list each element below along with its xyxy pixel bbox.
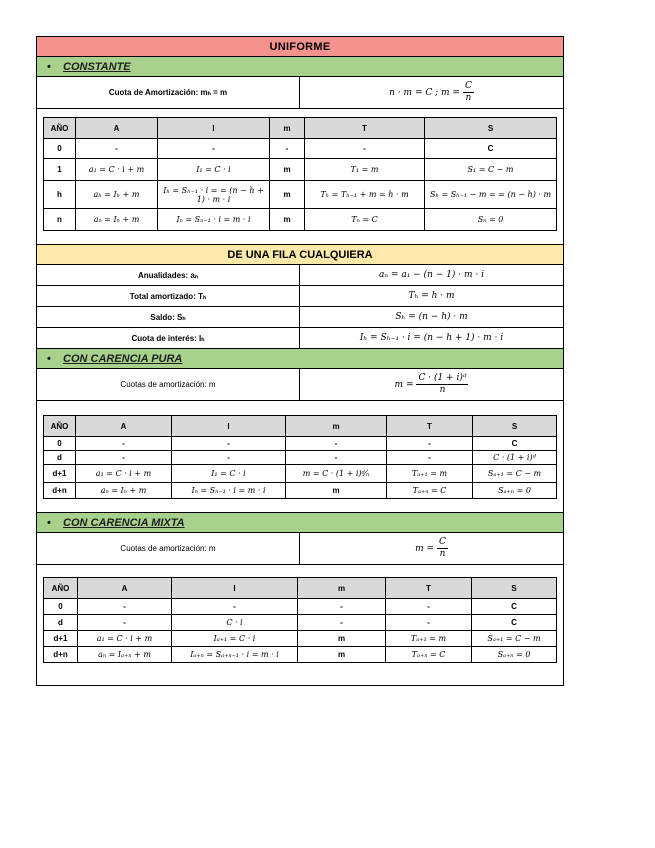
fraction — [463, 81, 474, 104]
table-cell: T₁ = m — [305, 159, 425, 181]
formula-row — [37, 533, 563, 565]
table-cell: - — [286, 451, 387, 465]
table-cell: h — [44, 181, 76, 209]
table-cell: - — [172, 437, 286, 451]
column-header: A — [78, 578, 172, 599]
column-header: T — [387, 416, 473, 437]
table-cell: Iₕ = Sₕ₋₁ · i = = (n − h + 1) · m · i — [158, 181, 270, 209]
column-header: A — [76, 416, 172, 437]
table-cell: m = C · (1 + i)ᵈ⁄ₙ — [286, 465, 387, 483]
table-cell: Iₐ₊₁ = C · i — [172, 631, 298, 647]
table-cell: - — [386, 599, 472, 615]
table-cell: Sₐ₊₁ = C − m — [472, 631, 557, 647]
section-heading-constante — [37, 57, 563, 77]
table-cell: d+1 — [44, 631, 78, 647]
table-cell: 1 — [44, 159, 76, 181]
table-cell: - — [158, 139, 270, 159]
formula-value — [300, 77, 563, 108]
fila-row — [37, 265, 563, 286]
formula-left: m = — [394, 379, 414, 390]
table-cell: - — [76, 451, 172, 465]
formula-row — [37, 369, 563, 401]
bullet-icon: • — [47, 61, 51, 73]
numerator: C — [439, 537, 446, 547]
table-cell: - — [76, 437, 172, 451]
table-cell: - — [286, 437, 387, 451]
table-cell: Tₐ₊ₙ = C — [387, 483, 473, 499]
column-header: AÑO — [44, 578, 78, 599]
denominator: n — [439, 385, 446, 395]
table-cell: - — [298, 599, 386, 615]
table-pura — [43, 415, 557, 499]
table-cell: C · (1 + i)ᵈ — [473, 451, 557, 465]
table-row — [44, 451, 557, 465]
table-row — [44, 599, 557, 615]
numerator: C · (1 + i)ᵈ — [418, 373, 467, 383]
table-row — [44, 647, 557, 663]
table-header-row — [44, 416, 557, 437]
table-cell: - — [76, 139, 158, 159]
column-header: T — [305, 118, 425, 139]
title-bar: UNIFORME — [37, 37, 563, 57]
section-heading-fila: DE UNA FILA CUALQUIERA — [37, 245, 563, 265]
table-cell: Tₐ₊₁ = m — [386, 631, 472, 647]
table-cell: Iₙ = Sₙ₋₁ · i = m · i — [158, 209, 270, 231]
table-cell: - — [298, 615, 386, 631]
table-cell: - — [386, 615, 472, 631]
fila-label: Cuota de interés: Iₕ — [37, 328, 300, 348]
fila-label: Anualidades: aₙ — [37, 265, 300, 285]
formula-value — [300, 369, 563, 400]
column-header: S — [425, 118, 557, 139]
formula-left: n · m = C ; m = — [389, 87, 460, 98]
table-cell: C — [425, 139, 557, 159]
table-cell: aₕ = Iₕ + m — [76, 181, 158, 209]
formula-label: Cuotas de amortización: m — [37, 533, 300, 564]
table-cell: aₙ = Iₙ + m — [76, 209, 158, 231]
table-constante — [43, 117, 557, 231]
table-cell: Sₙ = 0 — [425, 209, 557, 231]
column-header: A — [76, 118, 158, 139]
bullet-icon: • — [47, 517, 51, 529]
table-cell: - — [78, 599, 172, 615]
table-header-row — [44, 578, 557, 599]
formula-row — [37, 77, 563, 109]
table-cell: m — [298, 647, 386, 663]
formula-label: Cuota de Amortización: mₕ = m — [37, 77, 300, 108]
table-cell: a₁ = C · i + m — [78, 631, 172, 647]
table-cell: m — [298, 631, 386, 647]
formula-label: Cuotas de amortización: m — [37, 369, 300, 400]
table-cell: a₁ = C · i + m — [76, 465, 172, 483]
fila-value: Sₕ = (n − h) · m — [395, 312, 468, 322]
table-row — [44, 631, 557, 647]
table-cell: Iₙ = Sₙ₋₁ · i = m · i — [172, 483, 286, 499]
table-cell: S₁ = C − m — [425, 159, 557, 181]
table-cell: - — [305, 139, 425, 159]
table-cell: - — [172, 451, 286, 465]
table-cell: Tₙ = C — [305, 209, 425, 231]
denominator: n — [439, 549, 446, 559]
table-row — [44, 159, 557, 181]
table-mixta — [43, 577, 557, 663]
column-header: I — [172, 578, 298, 599]
fila-rows — [37, 265, 563, 349]
bullet-icon: • — [47, 353, 51, 365]
table-cell: 0 — [44, 139, 76, 159]
fila-label: Total amortizado: Tₕ — [37, 286, 300, 306]
column-header: m — [298, 578, 386, 599]
table-row — [44, 181, 557, 209]
column-header: S — [472, 578, 557, 599]
table-cell: n — [44, 209, 76, 231]
fila-row — [37, 328, 563, 349]
fraction — [437, 537, 448, 560]
table-row — [44, 437, 557, 451]
table-cell: - — [78, 615, 172, 631]
table-cell: I₁ = C · i — [158, 159, 270, 181]
fila-value: aₙ = a₁ − (n − 1) · m · i — [379, 270, 484, 280]
formula-left: m = — [415, 543, 435, 554]
table-cell: C — [473, 437, 557, 451]
table-cell: a₁ = C · i + m — [76, 159, 158, 181]
table-cell: d — [44, 451, 76, 465]
table-cell: I₁ = C · i — [172, 465, 286, 483]
section-heading-mixta — [37, 513, 563, 533]
table-row — [44, 465, 557, 483]
fila-value: Tₕ = h · m — [408, 291, 455, 301]
table-row — [44, 209, 557, 231]
section-heading-pura — [37, 349, 563, 369]
table-cell: m — [270, 181, 305, 209]
table-cell: - — [387, 437, 473, 451]
formula-sheet — [36, 36, 564, 686]
column-header: S — [473, 416, 557, 437]
table-row — [44, 139, 557, 159]
table-cell: - — [270, 139, 305, 159]
column-header: I — [158, 118, 270, 139]
table-cell: aₙ = Iₐ₊ₙ + m — [78, 647, 172, 663]
fila-value: Iₕ = Sₕ₋₁ · i = (n − h + 1) · m · i — [359, 333, 504, 343]
table-cell: aₙ = Iₙ + m — [76, 483, 172, 499]
section-heading-label: CON CARENCIA PURA — [63, 353, 183, 365]
column-header: AÑO — [44, 118, 76, 139]
table-cell: 0 — [44, 599, 78, 615]
table-cell: Sₐ₊ₙ = 0 — [472, 647, 557, 663]
column-header: T — [386, 578, 472, 599]
fraction — [416, 373, 468, 396]
table-header-row — [44, 118, 557, 139]
formula-value — [300, 533, 563, 564]
table-cell: m — [286, 483, 387, 499]
table-cell: d+n — [44, 483, 76, 499]
section-heading-label: CON CARENCIA MIXTA — [63, 517, 185, 529]
table-cell: 0 — [44, 437, 76, 451]
table-cell: Iₐ₊ₙ = Sₐ₊ₙ₋₁ · i = m · i — [172, 647, 298, 663]
table-cell: - — [172, 599, 298, 615]
table-cell: Tₕ = Tₕ₋₁ + m = h · m — [305, 181, 425, 209]
table-cell: C · i — [172, 615, 298, 631]
column-header: I — [172, 416, 286, 437]
section-heading-label: CONSTANTE — [63, 61, 131, 73]
table-cell: d — [44, 615, 78, 631]
table-cell: Tₐ₊ₙ = C — [386, 647, 472, 663]
table-cell: - — [387, 451, 473, 465]
column-header: m — [286, 416, 387, 437]
table-cell: C — [472, 615, 557, 631]
table-cell: Sₐ₊₁ = C − m — [473, 465, 557, 483]
table-cell: m — [270, 159, 305, 181]
column-header: m — [270, 118, 305, 139]
fila-row — [37, 286, 563, 307]
table-row — [44, 483, 557, 499]
column-header: AÑO — [44, 416, 76, 437]
table-cell: Sₐ₊ₙ = 0 — [473, 483, 557, 499]
denominator: n — [465, 93, 472, 103]
table-cell: Sₕ = Sₕ₋₁ − m = = (n − h) · m — [425, 181, 557, 209]
numerator: C — [464, 81, 472, 91]
fila-label: Saldo: Sₕ — [37, 307, 300, 327]
table-cell: Tₐ₊₁ = m — [387, 465, 473, 483]
table-cell: C — [472, 599, 557, 615]
table-cell: m — [270, 209, 305, 231]
table-cell: d+n — [44, 647, 78, 663]
table-row — [44, 615, 557, 631]
fila-row — [37, 307, 563, 328]
table-cell: d+1 — [44, 465, 76, 483]
